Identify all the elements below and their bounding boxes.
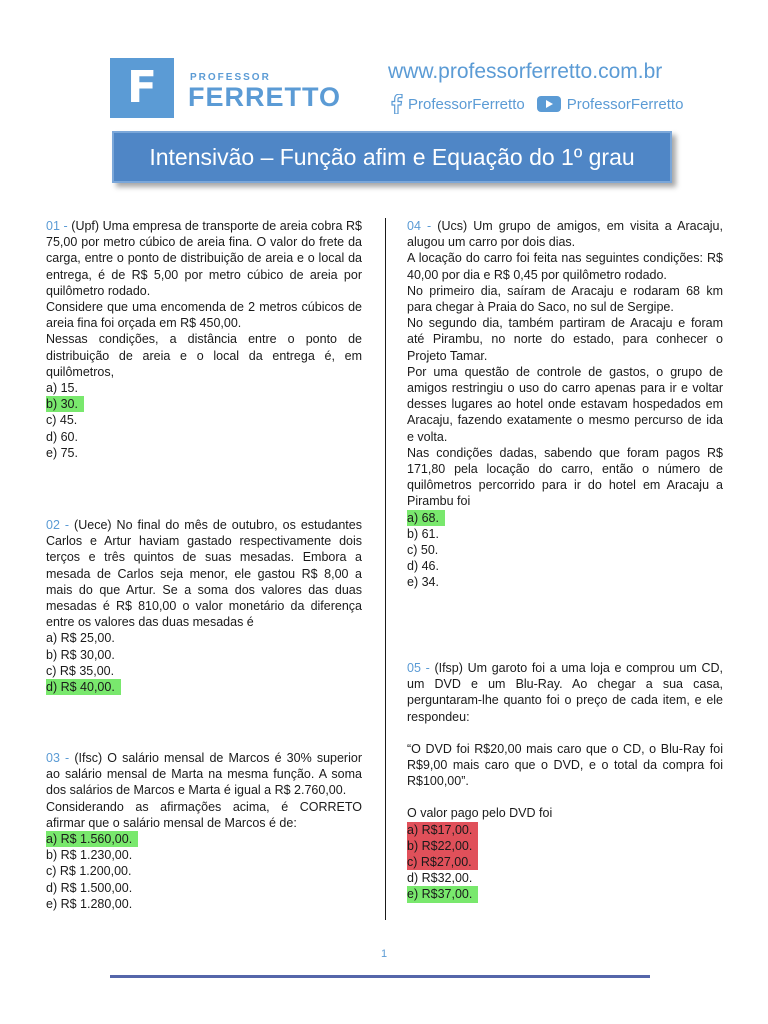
question-03 [46, 750, 362, 912]
youtube-link[interactable]: ProfessorFerretto [566, 95, 684, 113]
option-d: d) R$32,00. [407, 871, 473, 886]
question-text: 04 - (Ucs) Um grupo de amigos, em visita a Aracaju, alugou um carro por dois dias. [407, 219, 723, 250]
option-c: c) R$ 1.200,00. [46, 864, 132, 879]
option-b: b) R$ 1.230,00. [46, 848, 133, 863]
option-b: b) 30. [46, 396, 362, 412]
option-a: a) R$ 1.560,00. [46, 831, 362, 847]
page-number: 1 [380, 948, 388, 960]
logo-letter: F [126, 62, 158, 113]
facebook-icon [388, 94, 404, 114]
option-a: a) 15. [46, 381, 78, 396]
question-01 [46, 218, 362, 461]
website-link[interactable]: www.professorferretto.com.br [388, 60, 663, 83]
question-number: 03 - [46, 751, 70, 765]
question-text: Nas condições dadas, sabendo que foram pagos R$ 171,80 pela locação do carro, então o número de quilômetros percorrido para ir do hotel em Aracaju a Pirambu foi [407, 445, 723, 509]
question-text: A locação do carro foi feita nas seguintes condições: R$ 40,00 por dia e R$ 0,45 por quilômetro rodado. [407, 251, 723, 282]
option-a: a) R$ 25,00. [46, 631, 115, 646]
question-number: 05 - [407, 661, 430, 675]
option-d: d) 46. [407, 559, 439, 574]
question-text: No primeiro dia, saíram de Aracaju e rodaram 68 km para chegar à Praia do Saco, no sul de Sergipe. [407, 283, 723, 315]
question-text: Considere que uma encomenda de 2 metros cúbicos de areia fina foi orçada em R$ 450,00. [46, 300, 362, 331]
option-e: e) R$ 1.280,00. [46, 896, 133, 911]
page-title-banner: Intensivão – Função afim e Equação do 1º grau [112, 131, 672, 183]
logo-mark [110, 58, 174, 118]
option-c: c) R$27,00. [407, 854, 723, 870]
option-e: e) 75. [46, 445, 78, 460]
question-text: Nessas condições, a distância entre o ponto de distribuição de areia e o local da entrega é, em quilômetros, [46, 332, 362, 379]
question-number: 04 - [407, 219, 432, 233]
option-d: d) R$ 1.500,00. [46, 880, 133, 895]
question-quote: “O DVD foi R$20,00 mais caro que o CD, o Blu-Ray foi R$9,00 mais caro que o DVD, e o total da compra foi R$100,00”. [407, 741, 723, 789]
option-c: c) 50. [407, 543, 439, 558]
question-number: 02 - [46, 518, 70, 532]
question-text: 02 - (Uece) No final do mês de outubro, os estudantes Carlos e Artur haviam gastado respectivamente dois terços e três quintos de suas mesadas. Embora a mesada de Carlos seja menor, ele gastou R$ 8,00 a mais do que Artur. Se a soma dos valores das duas mesadas é R$ 810,00 o valor monetário da diferença entre os valores das duas mesadas é [46, 518, 362, 630]
question-text: 01 - (Upf) Uma empresa de transporte de areia cobra R$ 75,00 por metro cúbico de areia fina. O valor do frete da carga, entre o ponto de distribuição de areia e o local da entrega, é de R$ 5,00 por metro cúbico de areia por quilômetro rodado. [46, 219, 362, 298]
option-e: e) 34. [407, 575, 439, 590]
question-text: Por uma questão de controle de gastos, o grupo de amigos restringiu o uso do carro apenas para ir e voltar desses lugares ao hotel onde estavam hospedados em Aracaju, fazendo exatamente o mesmo percurso de ida e volta. [407, 364, 723, 444]
option-a: a) R$17,00. [407, 822, 723, 838]
spacer [407, 789, 723, 805]
question-text: 05 - (Ifsp) Um garoto foi a uma loja e comprou um CD, um DVD e um Blu-Ray. Ao chegar a sua casa, perguntaram-lhe quanto foi o preço de cada item, e ele respondeu: [407, 661, 723, 724]
question-04 [407, 218, 723, 591]
option-e: e) R$37,00. [407, 886, 723, 902]
question-text: Considerando as afirmações acima, é CORRETO afirmar que o salário mensal de Marcos é de: [46, 799, 362, 830]
social-links [388, 94, 683, 114]
option-a: a) 68. [407, 510, 723, 526]
brand-name: FERRETTO [188, 82, 342, 112]
option-c: c) R$ 35,00. [46, 663, 115, 678]
spacer [407, 725, 723, 741]
column-divider [385, 218, 386, 920]
brand-subtitle: PROFESSOR [190, 72, 271, 83]
option-d: d) R$ 40,00. [46, 679, 362, 695]
option-c: c) 45. [46, 413, 78, 428]
facebook-link[interactable]: ProfessorFerretto [408, 95, 525, 113]
question-02 [46, 517, 362, 695]
question-05 [407, 660, 723, 903]
question-text: 03 - (Ifsc) O salário mensal de Marcos é 30% superior ao salário mensal de Marta na mesma função. A soma dos salários de Marcos e Marta é igual a R$ 2.760,00. [46, 751, 362, 798]
option-b: b) 61. [407, 526, 439, 541]
question-number: 01 - [46, 219, 68, 233]
option-b: b) R$ 30,00. [46, 647, 115, 662]
footer-rule [110, 975, 650, 978]
option-b: b) R$22,00. [407, 838, 723, 854]
youtube-icon [537, 96, 561, 112]
option-d: d) 60. [46, 429, 78, 444]
question-text: No segundo dia, também partiram de Aracaju e foram até Pirambu, no norte do estado, para conhecer o Projeto Tamar. [407, 316, 723, 363]
question-text: O valor pago pelo DVD foi [407, 806, 553, 821]
